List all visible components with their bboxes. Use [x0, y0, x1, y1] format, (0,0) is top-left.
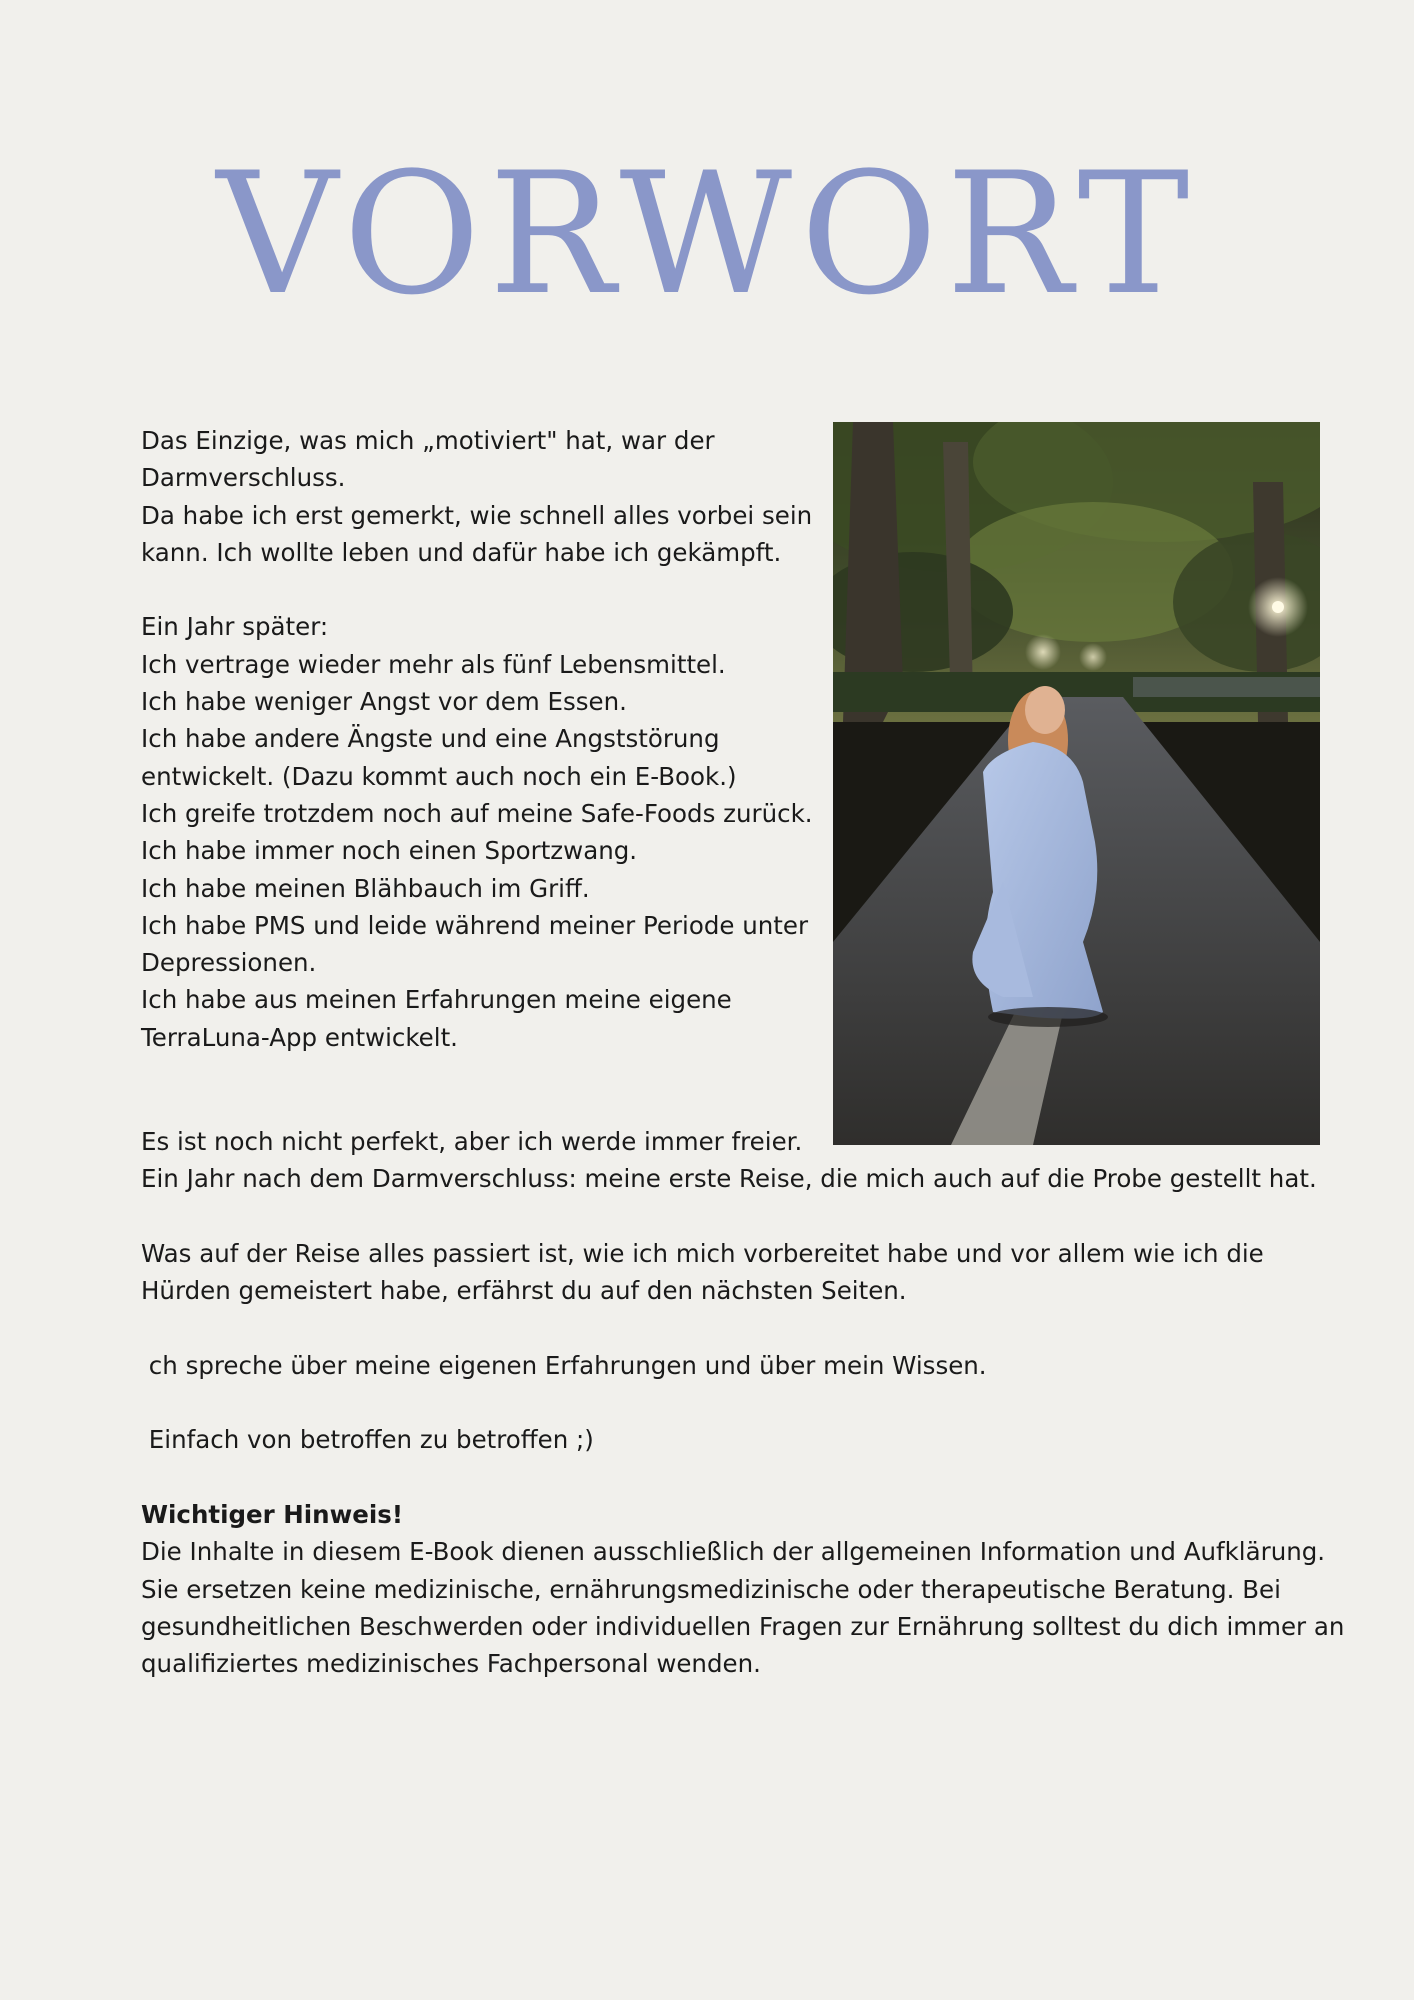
year-later-line: Ich habe meinen Blähbauch im Griff. — [141, 873, 590, 903]
notice-line: gesundheitlichen Beschwerden oder individuellen Fragen zur Ernährung solltest du dich immer an — [141, 1611, 1345, 1641]
progress-line: Ein Jahr nach dem Darmverschluss: meine erste Reise, die mich auch auf die Probe gestellt hat. — [141, 1164, 1317, 1194]
year-later-line: Ich habe andere Ängste und eine Angststörung — [141, 724, 720, 754]
year-later-line: entwickelt. (Dazu kommt auch noch ein E-Book.) — [141, 761, 737, 791]
notice-line: Die Inhalte in diesem E-Book dienen ausschließlich der allgemeinen Information und Aufklärung. — [141, 1537, 1326, 1567]
year-later-heading: Ein Jahr später: — [141, 612, 329, 642]
intro-line: Das Einzige, was mich „motiviert" hat, war der — [141, 426, 715, 455]
spacer — [141, 1459, 1331, 1496]
year-later-line: TerraLuna-App entwickelt. — [141, 1022, 458, 1052]
year-later-line: Ich habe PMS und leide während meiner Periode unter — [141, 910, 809, 940]
main-text — [141, 1123, 1345, 1682]
portrait-photo-icon — [833, 422, 1320, 1145]
year-later-line: Ich habe weniger Angst vor dem Essen. — [141, 687, 627, 717]
notice-heading: Wichtiger Hinweis! — [141, 1499, 404, 1529]
spacer — [141, 1309, 1331, 1346]
year-later-line: Ich vertrage wieder mehr als fünf Lebensmittel. — [141, 649, 726, 679]
spacer — [141, 1384, 1331, 1421]
portrait-photo — [833, 422, 1320, 1145]
intro-line: Da habe ich erst gemerkt, wie schnell alles vorbei sein — [141, 500, 813, 530]
notice-line: qualifiziertes medizinisches Fachpersonal wenden. — [141, 1649, 761, 1679]
intro-line: kann. Ich wollte leben und dafür habe ich gekämpft. — [141, 537, 782, 567]
intro-line: Darmverschluss. — [141, 463, 346, 493]
journey-line: Was auf der Reise alles passiert ist, wie ich mich vorbereitet habe und vor allem wie ich die — [141, 1238, 1264, 1268]
year-later-line: Ich habe immer noch einen Sportzwang. — [141, 836, 638, 866]
journey-line: Hürden gemeistert habe, erfährst du auf den nächsten Seiten. — [141, 1276, 907, 1306]
year-later-line: Depressionen. — [141, 948, 317, 978]
spacer — [141, 1198, 1331, 1235]
motto-line: Einfach von betroffen zu betroffen ;) — [141, 1425, 594, 1455]
experience-line: ch spreche über meine eigenen Erfahrungen und über mein Wissen. — [141, 1350, 987, 1380]
notice-line: Sie ersetzen keine medizinische, ernährungsmedizinische oder therapeutische Beratung. Bei — [141, 1574, 1281, 1604]
intro-column — [141, 422, 821, 1056]
page-title: VORWORT — [216, 136, 1198, 332]
year-later-line: Ich habe aus meinen Erfahrungen meine eigene — [141, 985, 732, 1015]
spacer — [141, 571, 821, 608]
progress-line: Es ist noch nicht perfekt, aber ich werde immer freier. — [141, 1127, 803, 1156]
year-later-line: Ich greife trotzdem noch auf meine Safe-Foods zurück. — [141, 798, 813, 828]
